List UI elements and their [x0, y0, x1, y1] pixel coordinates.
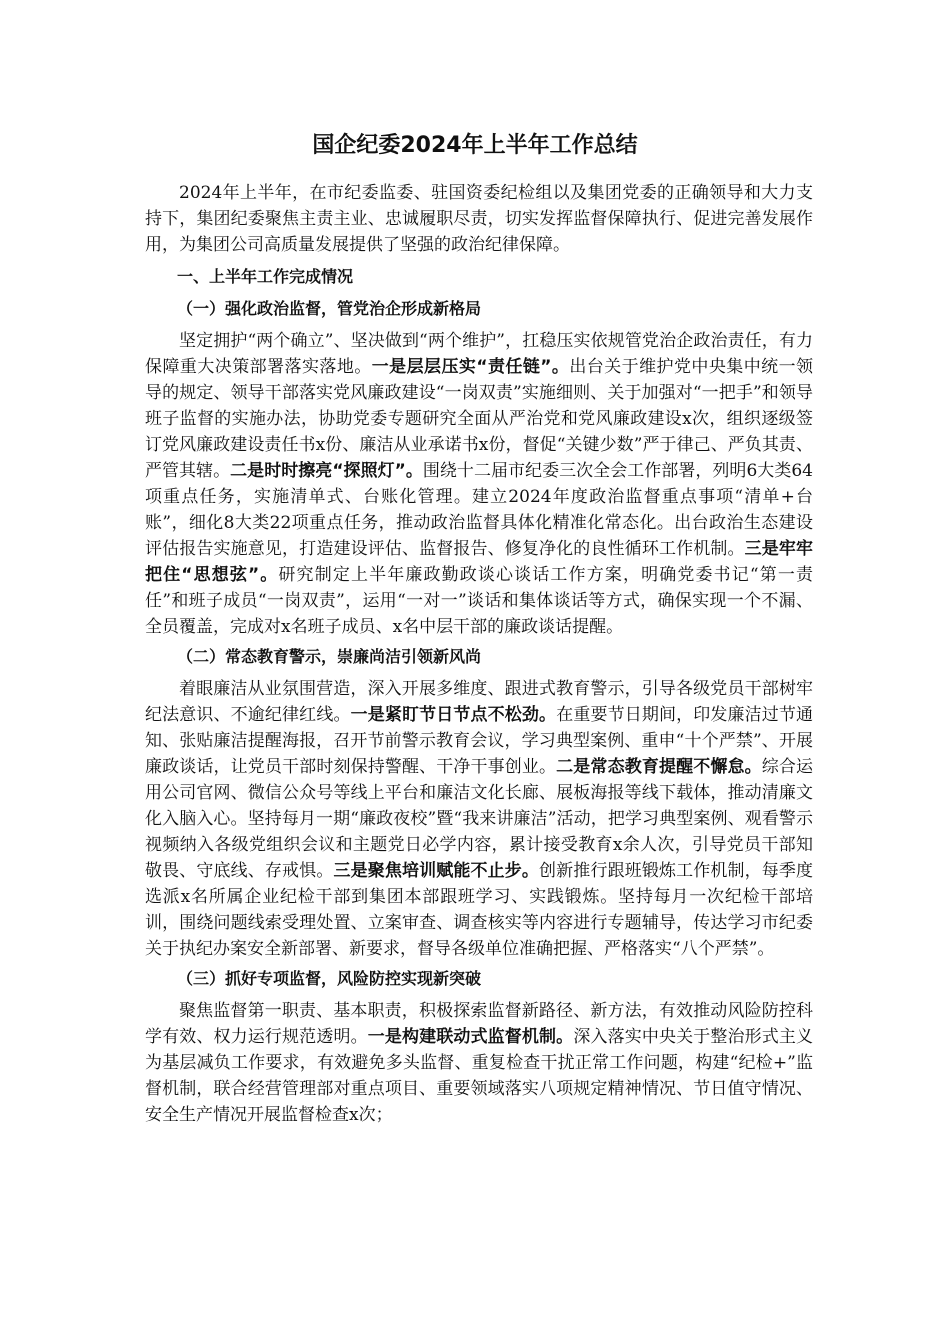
- bold-lead-text: 一是紧盯节日节点不松劲。: [350, 705, 557, 725]
- bold-lead-text: 三是聚焦培训赋能不止步。: [333, 861, 540, 881]
- bold-lead-text: 一是构建联动式监督机制。: [367, 1027, 574, 1047]
- subsection-heading-2: （二）常态教育警示，崇廉尚洁引领新风尚: [177, 647, 482, 666]
- subsection-1-paragraph: [145, 328, 813, 640]
- paragraph-text: 深入落实中央关于整治形式主义为基层减负工作要求，有效避免多头监督、重复检查干扰正常工作问题，构建“纪检+”监督机制，联合经营管理部对重点项目、重要领域落实八项规定精神情况、节日值守情况、安全生产情况开展监督检查x次；: [145, 1027, 814, 1125]
- bold-lead-text: 一是层层压实“责任链”。: [371, 357, 570, 377]
- intro-paragraph: 2024年上半年，在市纪委监委、驻国资委纪检组以及集团党委的正确领导和大力支持下，集团纪委聚焦主责主业、忠诚履职尽责，切实发挥监督保障执行、促进完善发展作用，为集团公司高质量发展提供了坚强的政治纪律保障。: [145, 183, 813, 255]
- bold-lead-text: 三是牢牢把住“思想弦”。: [145, 539, 814, 585]
- paragraph-text: 研究制定上半年廉政勤政谈心谈话工作方案，明确党委书记“第一责任”和班子成员“一岗双责”，运用“一对一”谈话和集体谈话等方式，确保实现一个不漏、全员覆盖，完成对x名班子成员、x名中层干部的廉政谈话提醒。: [145, 565, 813, 637]
- document-body: [145, 180, 813, 1132]
- paragraph-text: 综合运用公司官网、微信公众号等线上平台和廉洁文化长廊、展板海报等线下载体，推动清廉文化入脑入心。坚持每月一期“廉政夜校”暨“我来讲廉洁”活动，把学习典型案例、观看警示视频纳入各级党组织会议和主题党日必学内容，累计接受教育x余人次，引导党员干部知敬畏、守底线、存戒惧。: [145, 757, 814, 881]
- bold-lead-text: 二是时时擦亮“探照灯”。: [230, 461, 423, 481]
- paragraph-text: 围绕十二届市纪委三次全会工作部署，列明6大类64项重点任务，实施清单式、台账化管理。建立2024年度政治监督重点事项“清单+台账”，细化8大类22项重点任务，推动政治监督具体化精准化常态化。出台政治生态建设评估报告实施意见，打造建设评估、监督报告、修复净化的良性循环工作机制。: [145, 461, 813, 559]
- paragraph-text: 坚定拥护“两个确立”、坚决做到“两个维护”，扛稳压实依规管党治企政治责任，有力保障重大决策部署落实落地。: [145, 331, 813, 377]
- subsection-3-paragraph: [145, 998, 813, 1128]
- subsection-2-paragraph: [145, 676, 813, 962]
- subsection-heading-3: （三）抓好专项监督，风险防控实现新突破: [177, 969, 482, 988]
- paragraph-text: 聚焦监督第一职责、基本职责，积极探索监督新路径、新方法，有效推动风险防控科学有效、权力运行规范透明。: [145, 1001, 813, 1047]
- page-title: 国企纪委2024年上半年工作总结: [312, 133, 638, 158]
- paragraph-text: 创新推行跟班锻炼工作机制，每季度选派x名所属企业纪检干部到集团本部跟班学习、实践锻炼。坚持每月一次纪检干部培训，围绕问题线索受理处置、立案审查、调查核实等内容进行专题辅导，传达学习市纪委关于执纪办案安全新部署、新要求，督导各级单位准确把握、严格落实“八个严禁”。: [145, 861, 814, 959]
- section-heading-1: 一、上半年工作完成情况: [177, 267, 354, 286]
- paragraph-text: 在重要节日期间，印发廉洁过节通知、张贴廉洁提醒海报，召开节前警示教育会议，学习典型案例、重申“十个严禁”、开展廉政谈话，让党员干部时刻保持警醒、干净干事创业。: [145, 705, 814, 777]
- paragraph-text: 出台关于维护党中央集中统一领导的规定、领导干部落实党风廉政建设“一岗双责”实施细则、关于加强对“一把手”和领导班子监督的实施办法，协助党委专题研究全面从严治党和党风廉政建设x次，组织逐级签订党风廉政建设责任书x份、廉洁从业承诺书x份，督促“关键少数”严于律己、严负其责、严管其辖。: [145, 357, 814, 481]
- bold-lead-text: 二是常态教育提醒不懈怠。: [556, 757, 762, 777]
- subsection-heading-1: （一）强化政治监督，管党治企形成新格局: [177, 299, 482, 318]
- paragraph-text: 着眼廉洁从业氛围营造，深入开展多维度、跟进式教育警示，引导各级党员干部树牢纪法意识、不逾纪律红线。: [145, 679, 813, 725]
